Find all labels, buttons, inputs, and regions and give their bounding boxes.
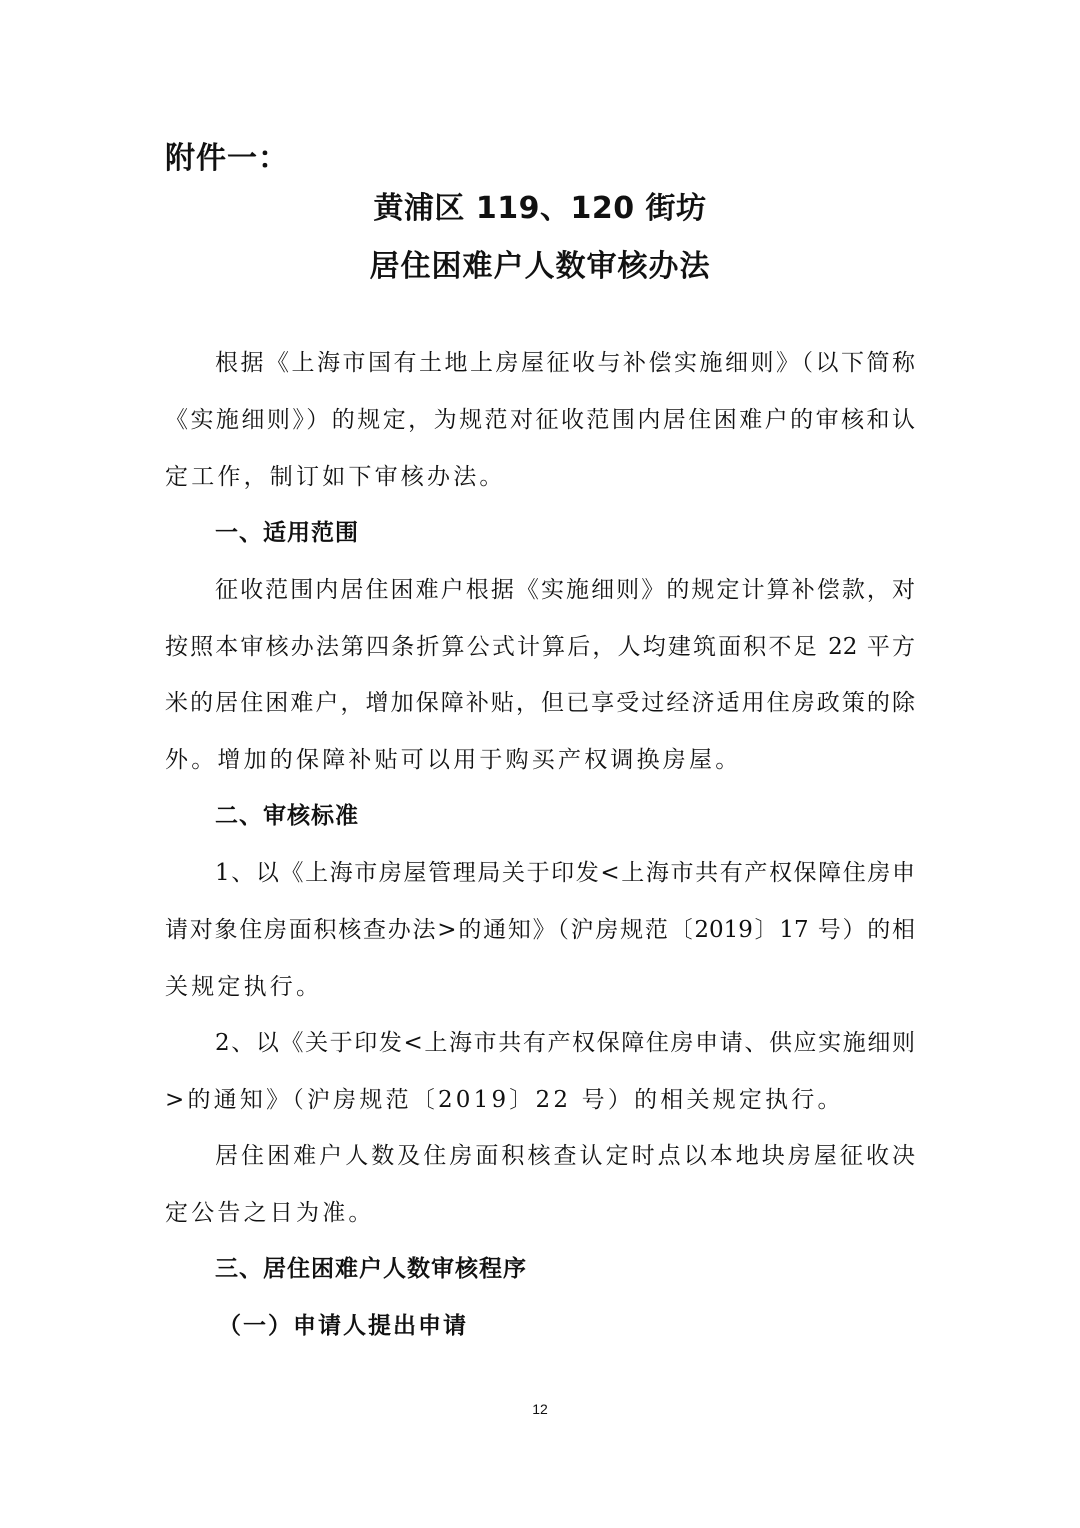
document-title-line-2: 居住困难户人数审核办法 [369, 249, 711, 284]
section-2-item-2-line-1: 2、以《关于印发<上海市共有产权保障住房申请、供应实施细则 [215, 1030, 915, 1056]
section-1-heading: 一、适用范围 [215, 520, 359, 546]
document-title-line-1: 黄浦区 119、120 街坊 [373, 191, 707, 226]
section-2-note-line-1: 居住困难户人数及住房面积核查认定时点以本地块房屋征收决 [215, 1143, 915, 1169]
section-3-subheading: （一）申请人提出申请 [218, 1313, 468, 1339]
section-2-heading: 二、审核标准 [215, 803, 359, 829]
section-1-line-2: 按照本审核办法第四条折算公式计算后，人均建筑面积不足 22 平方 [165, 634, 915, 660]
section-2-note-line-2: 定公告之日为准。 [165, 1200, 375, 1226]
attachment-label: 附件一： [165, 141, 289, 176]
section-2-item-1-line-3: 关规定执行。 [165, 974, 323, 1000]
intro-line-2: 《实施细则》）的规定，为规范对征收范围内居住困难户的审核和认 [165, 407, 915, 433]
section-2-item-1-line-2: 请对象住房面积核查办法>的通知》（沪房规范〔2019〕17 号）的相 [165, 917, 915, 943]
section-1-line-1: 征收范围内居住困难户根据《实施细则》的规定计算补偿款，对 [215, 577, 915, 603]
intro-line-3: 定工作，制订如下审核办法。 [165, 464, 506, 490]
intro-line-1: 根据《上海市国有土地上房屋征收与补偿实施细则》（以下简称 [215, 350, 915, 376]
section-1-line-3: 米的居住困难户，增加保障补贴，但已享受过经济适用住房政策的除 [165, 690, 915, 716]
section-3-heading: 三、居住困难户人数审核程序 [215, 1256, 527, 1282]
section-2-item-2-line-2: >的通知》（沪房规范〔2019〕22 号）的相关规定执行。 [165, 1087, 844, 1113]
section-2-item-1-line-1: 1、以《上海市房屋管理局关于印发<上海市共有产权保障住房申 [215, 860, 915, 886]
section-1-line-4: 外。增加的保障补贴可以用于购买产权调换房屋。 [165, 747, 742, 773]
page-number: 12 [532, 1401, 548, 1417]
